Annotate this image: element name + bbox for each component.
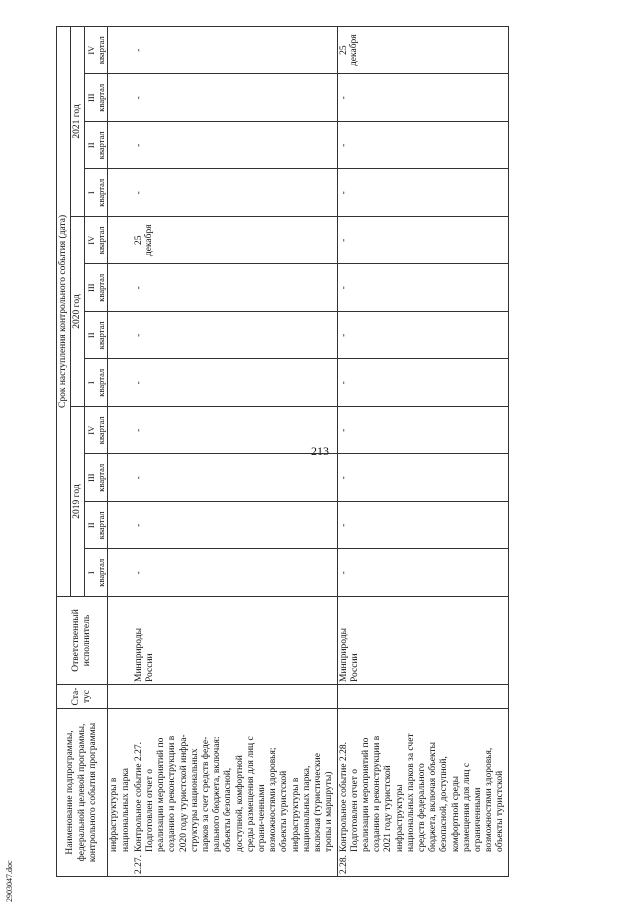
deadline-dash-cell (108, 26, 133, 74)
deadline-dash-cell: - (133, 359, 337, 407)
col-deadline-header: Срок наступления контрольного события (дата) (57, 26, 71, 596)
deadline-dash-cell (108, 264, 133, 312)
event-name: инфраструктуры в национальных парка (109, 767, 131, 852)
event-name: Контрольное событие 2.27. Подготовлен отчет о реализации мероприятий по созданию и реконструкции в 2020 году туристской инфра-структуры национальных парков за счет средств феде-рального бюджета, включая: объекты безопасной, доступной, комфортной среды размещения для лиц с ограни-ченными возможностями здоровья; объекты туристской инфраструктуры в национальных парка, включая (туристические тропы и маршруты) (133, 734, 335, 852)
event-name-cell (108, 709, 133, 877)
year-header: 2019 год (71, 407, 85, 597)
deadline-dash-cell: - (337, 217, 508, 265)
year-header: 2021 год (71, 26, 85, 216)
deadline-dash-cell (108, 359, 133, 407)
deadline-dash-cell: - (337, 502, 508, 550)
deadline-dash-cell: - (133, 502, 337, 550)
document-id-text: 2903047.doc (5, 860, 14, 902)
deadline-dash-cell (108, 502, 133, 550)
event-code: 2.27. (133, 855, 144, 874)
deadline-dash-cell (108, 217, 133, 265)
deadline-date-cell: 25 декабря (133, 217, 337, 265)
deadline-dash-cell (108, 549, 133, 597)
table-row (337, 26, 508, 876)
quarter-header: II квартал (85, 502, 108, 550)
deadline-dash-cell: - (337, 359, 508, 407)
executor-cell: Минприроды России (337, 597, 508, 685)
executor-cell: Минприроды России (133, 597, 337, 685)
table-row (133, 26, 337, 876)
quarter-header: IV квартал (85, 26, 108, 74)
deadline-dash-cell (108, 74, 133, 122)
deadline-dash-cell: - (337, 74, 508, 122)
document-id (4, 852, 14, 902)
deadline-dash-cell (108, 454, 133, 502)
deadline-dash-cell: - (337, 407, 508, 455)
deadline-dash-cell: - (133, 312, 337, 360)
quarter-header: II квартал (85, 122, 108, 170)
deadline-dash-cell (108, 312, 133, 360)
quarter-header: III квартал (85, 264, 108, 312)
deadline-dash-cell: - (133, 549, 337, 597)
deadline-dash-cell (108, 169, 133, 217)
page-number: 213 (311, 444, 329, 458)
col-executor-header: Ответственный исполнитель (57, 597, 108, 685)
deadline-dash-cell: - (133, 122, 337, 170)
quarter-header: III квартал (85, 454, 108, 502)
table-body (108, 26, 508, 876)
quarter-header: IV квартал (85, 217, 108, 265)
quarter-header: III квартал (85, 74, 108, 122)
deadline-dash-cell: - (133, 169, 337, 217)
event-name-cell (133, 709, 337, 877)
quarter-header: II квартал (85, 312, 108, 360)
deadline-dash-cell (108, 407, 133, 455)
deadline-dash-cell: - (133, 454, 337, 502)
col-status-header: Ста-тус (57, 685, 108, 709)
deadline-date-cell: 25 декабря (337, 26, 508, 74)
deadline-dash-cell: - (337, 312, 508, 360)
status-cell (337, 685, 508, 709)
event-code: 2.28. (338, 855, 349, 874)
deadline-dash-cell: - (337, 549, 508, 597)
table-row (108, 26, 133, 876)
quarter-header: IV квартал (85, 407, 108, 455)
deadline-dash-cell (108, 122, 133, 170)
quarter-header: I квартал (85, 549, 108, 597)
deadline-dash-cell: - (133, 26, 337, 74)
quarter-header: I квартал (85, 359, 108, 407)
deadline-dash-cell: - (337, 454, 508, 502)
col-name-header: Наименование подпрограммы, федеральной целевой программы, контрольного события программы (57, 709, 108, 877)
status-cell (133, 685, 337, 709)
year-header: 2020 год (71, 217, 85, 407)
quarter-header: I квартал (85, 169, 108, 217)
deadline-dash-cell: - (133, 74, 337, 122)
event-name: Контрольное событие 2.28. Подготовлен отчет о реализации мероприятий по созданию и реконструкции в 2021 году туристской инфраструктуры национальных парков за счет средств федерального бюджета, включая объекты безопасной, доступной, комфортной среды размещения для лиц с ограниченными возможностями здоровья, объекты туристской (338, 733, 506, 852)
executor-cell (108, 597, 133, 685)
event-name-cell (337, 709, 508, 877)
deadline-dash-cell: - (337, 169, 508, 217)
control-events-table (56, 26, 509, 877)
deadline-dash-cell: - (133, 264, 337, 312)
deadline-dash-cell: - (337, 264, 508, 312)
deadline-dash-cell: - (337, 122, 508, 170)
status-cell (108, 685, 133, 709)
rotated-table-container (56, 27, 616, 877)
deadline-dash-cell: - (133, 407, 337, 455)
